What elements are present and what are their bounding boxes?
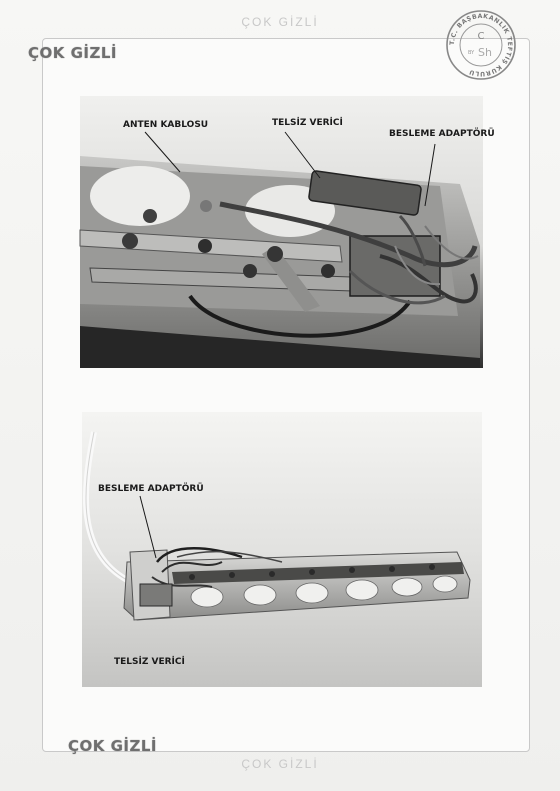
classification-stamp-top: ÇOK GİZLİ [28,44,118,62]
label-power-adapter: BESLEME ADAPTÖRÜ [389,129,495,139]
device-overview-image [82,412,482,687]
label-radio-transmitter: TELSİZ VERİCİ [272,118,343,128]
seal-graphic [444,8,518,82]
device-overview-photo [82,412,482,687]
seal-mark-by: BY [468,50,475,56]
label-radio-transmitter-overview: TELSİZ VERİCİ [114,657,185,667]
device-closeup-photo [80,96,495,368]
classification-stamp-bottom: ÇOK GİZLİ [68,737,158,755]
watermark-bottom: ÇOK GİZLİ [241,757,319,771]
seal-ring-text: T.C. BAŞBAKANLIK TEFTİŞ KURULU [448,12,514,78]
seal-mark-sh: Sh [478,46,492,59]
svg-text:T.C. BAŞBAKANLIK TEFTİŞ KURULU [449,13,513,77]
label-antenna-cable: ANTEN KABLOSU [123,120,209,130]
seal-mark-c: C [477,31,485,42]
label-power-adapter-overview: BESLEME ADAPTÖRÜ [98,484,204,494]
watermark-top: ÇOK GİZLİ [241,15,319,29]
official-seal [444,8,518,82]
